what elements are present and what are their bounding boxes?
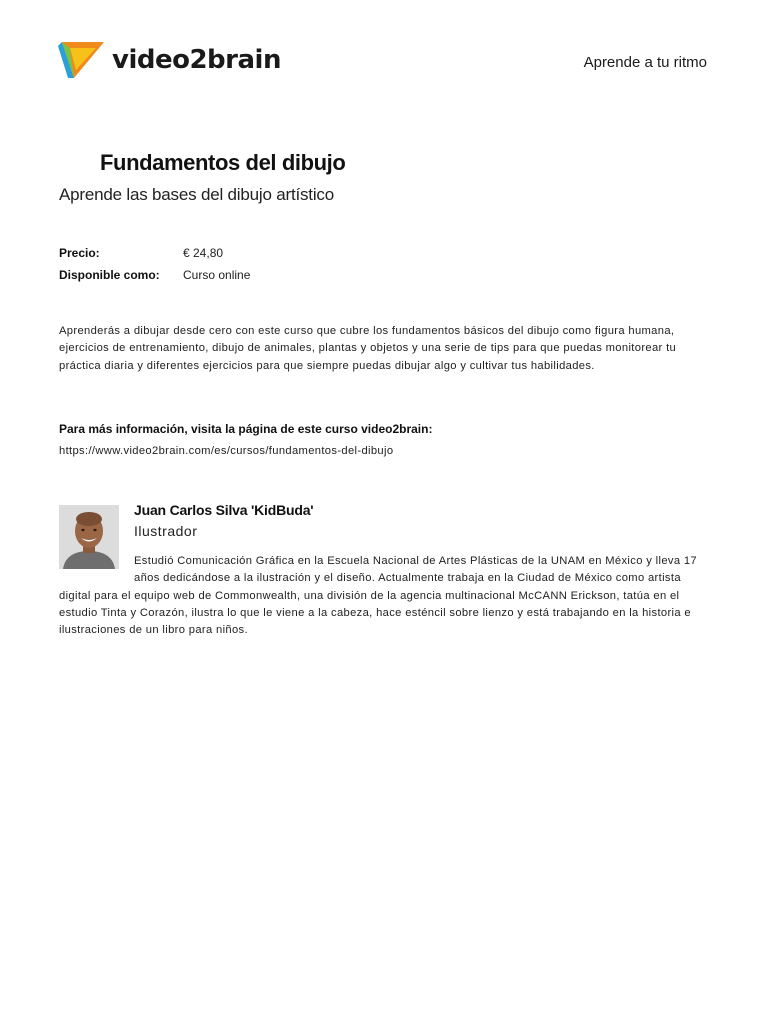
course-title: Fundamentos del dibujo bbox=[100, 150, 346, 175]
availability-row bbox=[59, 264, 250, 286]
availability-label: Disponible como: bbox=[59, 268, 160, 282]
course-description: Aprenderás a dibujar desde cero con este curso que cubre los fundamentos básicos del dibujo como figura humana, ejercicios de entrenamiento, dibujo de animales, plantas y objetos y una serie de tips para que puedas monitorear tu práctica diaria y diferentes ejercicios para que siempre puedas dibujar algo y cultivar tus habilidades. bbox=[59, 325, 677, 372]
availability-value: Curso online bbox=[183, 268, 251, 282]
price-row bbox=[59, 242, 250, 264]
brand-logo[interactable] bbox=[58, 40, 281, 80]
header-tagline: Aprende a tu ritmo bbox=[583, 54, 707, 71]
author-bio-text: Estudió Comunicación Gráfica en la Escuela Nacional de Artes Plásticas de la UNAM en México y lleva 17 años dedicándose a la ilustración y el diseño. Actualmente trabaja en la Ciudad de México como artista digital para el equipo web de Commonwealth, una división de la agencia multinacional McCANN Erickson, tatúa en el estudio Tinta y Corazón, ilustra lo que le viene a la cabeza, hace esténcil sobre lienzo y está trabajando en la historia e ilustraciones de un libro para niños. bbox=[59, 555, 698, 637]
more-info-label: Para más información, visita la página de este curso video2brain: bbox=[59, 422, 433, 436]
author-bio bbox=[59, 553, 709, 639]
logo-wordmark: video2brain bbox=[112, 45, 281, 75]
author-name: Juan Carlos Silva 'KidBuda' bbox=[134, 502, 314, 518]
price-label: Precio: bbox=[59, 246, 100, 260]
price-value: € 24,80 bbox=[183, 246, 224, 260]
bio-photo-indent bbox=[59, 553, 134, 585]
course-url-link[interactable]: https://www.video2brain.com/es/cursos/fundamentos-del-dibujo bbox=[59, 445, 394, 457]
author-role: Ilustrador bbox=[134, 523, 198, 539]
video2brain-logo-icon bbox=[58, 40, 106, 80]
course-meta bbox=[59, 242, 250, 286]
course-subtitle: Aprende las bases del dibujo artístico bbox=[59, 185, 334, 204]
